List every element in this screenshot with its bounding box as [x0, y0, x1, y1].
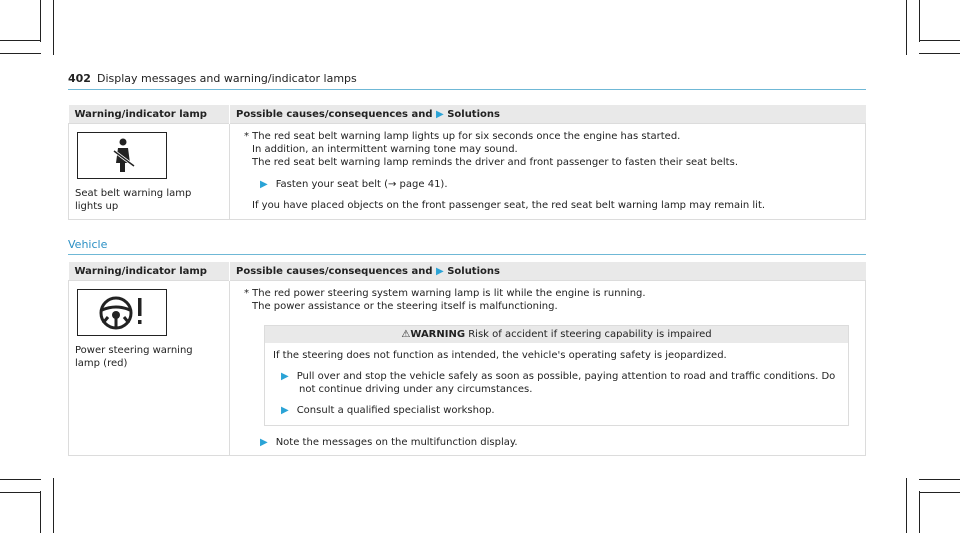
crop-mark: [906, 0, 907, 55]
arrow-icon: ▶: [436, 108, 444, 120]
seatbelt-step-1: [244, 178, 859, 191]
steering-step-final-text: Note the messages on the multifunction display.: [275, 437, 518, 448]
crop-mark: [919, 479, 960, 480]
steering-table: [68, 262, 866, 456]
crop-mark: [53, 0, 54, 55]
warning-step-1: [273, 370, 840, 383]
header-causes-label: Possible causes/consequences and: [236, 265, 433, 277]
crop-mark: [919, 491, 920, 533]
seatbelt-causes-cell: [230, 124, 866, 220]
arrow-icon: ▶: [281, 405, 289, 416]
page-number: 402: [68, 72, 91, 85]
warning-body-text: If the steering does not function as intended, the vehicle's operating safety is jeopardized.: [273, 350, 727, 361]
crop-mark: [0, 479, 41, 480]
page-header-title: Display messages and warning/indicator lamps: [96, 72, 357, 85]
crop-mark: [906, 478, 907, 533]
header-solutions-label: Solutions: [447, 108, 500, 120]
warning-step-1-text: Pull over and stop the vehicle safely as soon as possible, paying attention to road and traffic conditions. Do: [296, 371, 836, 382]
warning-step-2-text: Consult a qualified specialist workshop.: [296, 405, 495, 416]
warning-word: WARNING: [410, 329, 466, 340]
header-causes: [230, 105, 866, 124]
crop-mark: [40, 491, 41, 533]
header-causes: [230, 262, 866, 281]
crop-mark: [40, 0, 41, 42]
crop-mark: [0, 53, 41, 54]
crop-mark: [919, 492, 960, 493]
steering-line-1: * The red power steering system warning lamp is lit while the engine is running.: [244, 288, 646, 299]
steering-causes-cell: [230, 281, 866, 456]
crop-mark: [0, 40, 41, 41]
arrow-icon: ▶: [260, 179, 268, 190]
header-lamp: Warning/indicator lamp: [69, 105, 230, 124]
header-rule: [68, 89, 866, 90]
seatbelt-line-3: The red seat belt warning lamp reminds the driver and front passenger to fasten their seat belts.: [252, 157, 738, 168]
warning-step-2: [273, 404, 840, 417]
crop-mark: [919, 53, 960, 54]
seatbelt-line-1: * The red seat belt warning lamp lights up for six seconds once the engine has started.: [244, 131, 681, 142]
header-solutions-label: Solutions: [447, 265, 500, 277]
steering-step-final: [244, 436, 859, 449]
header-lamp: Warning/indicator lamp: [69, 262, 230, 281]
steering-line-2: The power assistance or the steering itself is malfunctioning.: [252, 301, 558, 312]
seatbelt-icon: [77, 132, 167, 179]
seatbelt-line-2: In addition, an intermittent warning tone may sound.: [252, 144, 518, 155]
power-steering-icon: [77, 289, 167, 336]
section-title: Vehicle: [68, 238, 108, 251]
seatbelt-table: [68, 105, 866, 220]
crop-mark: [53, 478, 54, 533]
section-rule: [68, 254, 866, 255]
arrow-icon: ▶: [436, 265, 444, 277]
warning-step-1-cont: not continue driving under any circumstances.: [299, 384, 533, 395]
warning-header: [265, 326, 848, 343]
steering-lamp-cell: [69, 281, 230, 456]
seatbelt-step-1-text: Fasten your seat belt (→ page 41).: [275, 179, 448, 190]
crop-mark: [0, 492, 41, 493]
crop-mark: [919, 40, 960, 41]
seatbelt-lamp-cell: [69, 124, 230, 220]
steering-label-1: Power steering warning: [75, 345, 193, 356]
seatbelt-label-1: Seat belt warning lamp: [75, 188, 192, 199]
crop-mark: [919, 0, 920, 42]
warning-icon: ⚠: [401, 329, 411, 340]
steering-label-2: lamp (red): [75, 358, 128, 369]
page-header: [68, 72, 357, 85]
seatbelt-note: If you have placed objects on the front passenger seat, the red seat belt warning lamp may remain lit.: [252, 200, 766, 211]
warning-box: [264, 325, 849, 426]
seatbelt-label-2: lights up: [75, 201, 119, 212]
header-causes-label: Possible causes/consequences and: [236, 108, 433, 120]
warning-text: Risk of accident if steering capability is impaired: [468, 329, 712, 340]
arrow-icon: ▶: [281, 371, 289, 382]
warning-body: [265, 343, 848, 425]
arrow-icon: ▶: [260, 437, 268, 448]
